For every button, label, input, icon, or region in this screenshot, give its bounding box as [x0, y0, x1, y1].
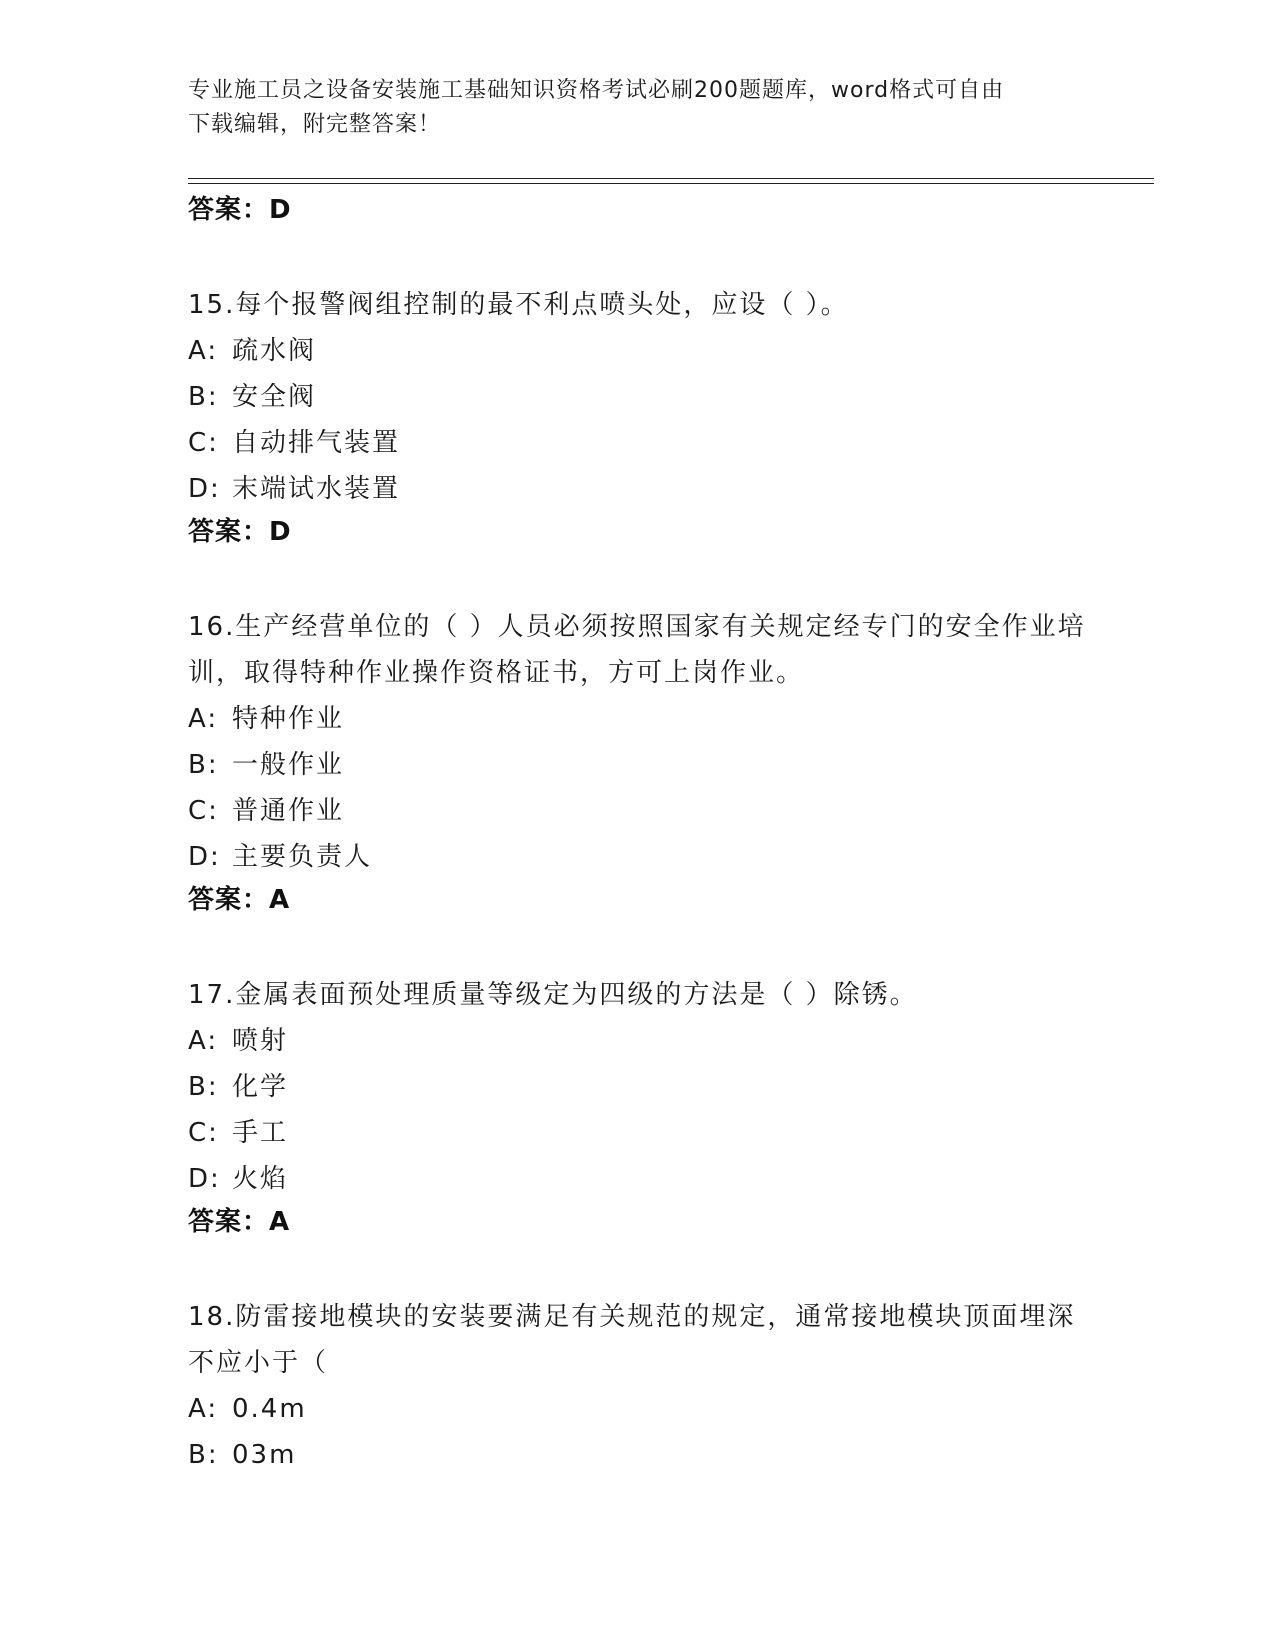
question-stem: [188, 604, 1088, 696]
option-d: [188, 466, 1088, 512]
option-key: D:: [188, 1164, 221, 1194]
option-text: 一般作业: [232, 750, 345, 780]
option-b: [188, 742, 1088, 788]
question-text: 15.每个报警阀组控制的最不利点喷头处，应设（ ）。: [188, 290, 849, 320]
header-divider-top: [188, 178, 1154, 179]
header-line-1: 专业施工员之设备安装施工基础知识资格考试必刷200题题库，word格式可自由: [188, 78, 1005, 103]
option-c: [188, 420, 1088, 466]
option-b: [188, 1432, 1088, 1478]
answer-line: 答案：A: [188, 1207, 291, 1237]
option-text: 化学: [232, 1072, 289, 1102]
option-a: [188, 1018, 1088, 1064]
option-d: [188, 834, 1088, 880]
header-line-2: 下载编辑，附完整答案！: [188, 112, 442, 137]
option-b: [188, 374, 1088, 420]
answer-line: 答案：A: [188, 885, 291, 915]
option-d: [188, 1156, 1088, 1202]
option-a: [188, 1386, 1088, 1432]
question-list: [188, 190, 1088, 1478]
option-text: 安全阀: [232, 382, 317, 412]
option-text: 普通作业: [232, 796, 345, 826]
question-block-15: [188, 282, 1088, 604]
question-text: 17.金属表面预处理质量等级定为四级的方法是（ ）除锈。: [188, 980, 918, 1010]
question-text: 18.防雷接地模块的安装要满足有关规范的规定，通常接地模块顶面埋深不应小于（: [188, 1302, 1076, 1378]
option-key: B:: [188, 1440, 219, 1470]
question-block-17: [188, 972, 1088, 1294]
option-key: B:: [188, 382, 219, 412]
question-text: 16.生产经营单位的（ ）人员必须按照国家有关规定经专门的安全作业培训，取得特种作业操作资格证书，方可上岗作业。: [188, 612, 1086, 688]
option-key: D:: [188, 474, 221, 504]
option-key: A:: [188, 1026, 219, 1056]
option-key: C:: [188, 1118, 219, 1148]
question-block-16: [188, 604, 1088, 972]
option-text: 特种作业: [232, 704, 345, 734]
document-header: [188, 74, 1088, 142]
option-key: D:: [188, 842, 221, 872]
option-c: [188, 788, 1088, 834]
option-text: 喷射: [232, 1026, 289, 1056]
option-text: 疏水阀: [232, 336, 317, 366]
option-a: [188, 328, 1088, 374]
question-stem: [188, 1294, 1088, 1386]
option-text: 手工: [232, 1118, 289, 1148]
answer-line: 答案：D: [188, 195, 292, 225]
option-text: 末端试水装置: [232, 474, 401, 504]
question-stem: [188, 282, 1088, 328]
answer-line: 答案：D: [188, 517, 292, 547]
option-text: 0.4m: [232, 1394, 307, 1424]
option-key: C:: [188, 796, 219, 826]
option-key: A:: [188, 1394, 219, 1424]
option-b: [188, 1064, 1088, 1110]
option-text: 主要负责人: [232, 842, 373, 872]
question-stem: [188, 972, 1088, 1018]
option-key: A:: [188, 704, 219, 734]
option-c: [188, 1110, 1088, 1156]
option-text: 03m: [232, 1440, 297, 1470]
option-key: C:: [188, 428, 219, 458]
question-block-18: [188, 1294, 1088, 1478]
option-key: B:: [188, 1072, 219, 1102]
header-divider-bottom: [188, 183, 1154, 184]
option-a: [188, 696, 1088, 742]
option-text: 火焰: [232, 1164, 289, 1194]
option-key: B:: [188, 750, 219, 780]
option-text: 自动排气装置: [232, 428, 401, 458]
option-key: A:: [188, 336, 219, 366]
